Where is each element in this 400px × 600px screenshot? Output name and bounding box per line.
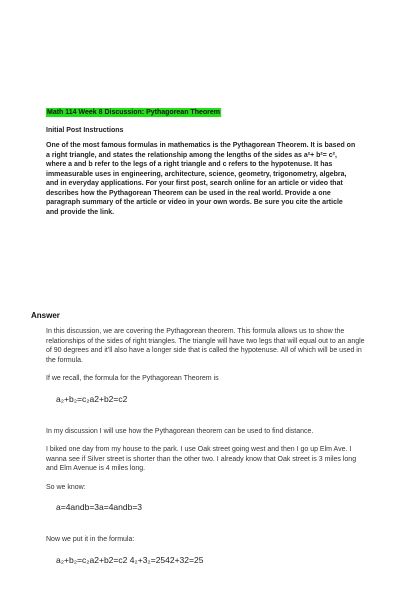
answer-paragraph-intro: In this discussion, we are covering the Pythagorean theorem. This formula allows us to show the relationships of the sides of right triangles. The triangle will have two legs that will equal out to an angle of 90 degrees and it'll also have a longer side that is called the hypotenuse. All of which will be used in the formula. xyxy=(46,328,365,364)
formula-pythagorean: a₂+b₂=c₂a2+b2=c2 xyxy=(56,393,128,404)
answer-paragraph-known: So we know: xyxy=(46,483,86,491)
answer-paragraph-substitute: Now we put it in the formula: xyxy=(46,536,135,543)
answer-paragraph-recall: If we recall, the formula for the Pythagorean Theorem is xyxy=(46,375,219,382)
page-title: Math 114 Week 8 Discussion: Pythagorean Theorem xyxy=(47,109,220,116)
formula-substituted: a₂+b₂=c₂a2+b2=c2 4₂+3₂=2542+32=25 xyxy=(56,554,204,565)
discussion-prompt xyxy=(46,101,356,217)
answer-body xyxy=(46,327,366,576)
instructions-text: One of the most famous formulas in mathematics is the Pythagorean Theorem. It is based on a right triangle, and states the relationship among the lengths of the sides as a²+ b²= c², where a and b refer to the legs of a right triangle and c refers to the hypotenuse. It has immeasurable uses in engineering, architecture, science, geometry, trigonometry, algebra, and in everyday applications. For your first post, search online for an article or video that describes how the Pythagorean Theorem can be used in the real world. Provide a one paragraph summary of the article or video in your own words. Be sure you cite the article and provide the link. xyxy=(46,142,356,216)
instructions-heading: Initial Post Instructions xyxy=(46,127,124,134)
answer-heading: Answer xyxy=(31,311,60,320)
answer-paragraph-bike: I biked one day from my house to the park. I use Oak street going west and then I go up Elm Ave. I wanna see if Silver street is shorter than the other two. I already know that Oak street is 3 miles long and Elm Avenue is 4 miles long. xyxy=(46,446,357,472)
answer-paragraph-distance: In my discussion I will use how the Pythagorean theorem can be used to find distance. xyxy=(46,427,314,435)
formula-values: a=4andb=3a=4andb=3 xyxy=(56,502,143,512)
